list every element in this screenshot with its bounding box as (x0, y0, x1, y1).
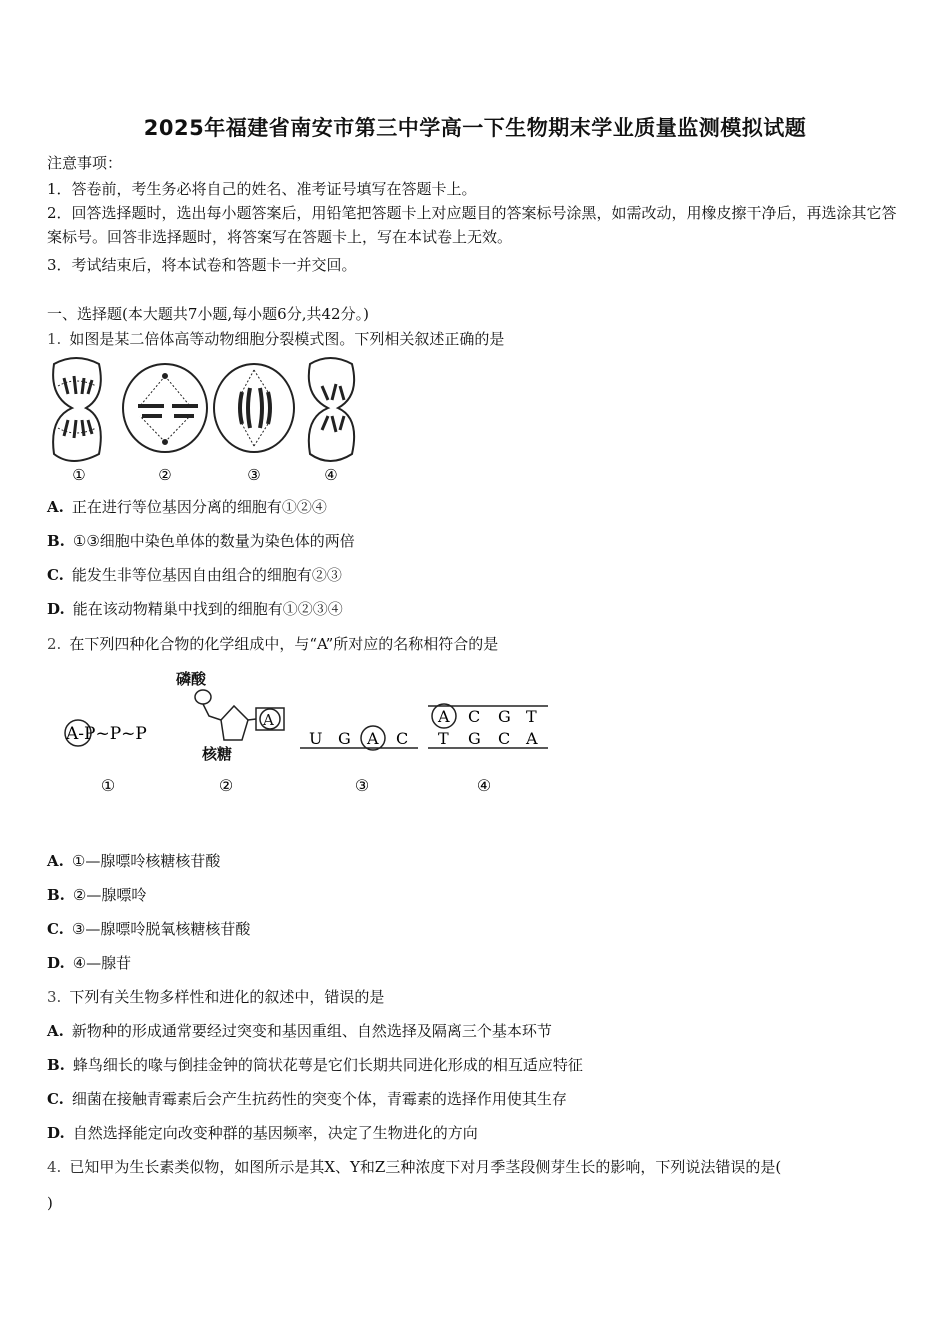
notice-item-2: 2．回答选择题时，选出每小题答案后，用铅笔把答题卡上对应题目的答案标号涂黑，如需改动，用橡皮擦干净后，再选涂其它答案标号。回答非选择题时，将答案写在答题卡上，写在本试卷上无效。 (47, 204, 897, 246)
cell-3-diagram (214, 364, 294, 452)
page-title: 2025年福建省南安市第三中学高一下生物期末学业质量监测模拟试题 (143, 116, 807, 140)
svg-text:G: G (468, 729, 481, 748)
svg-text:G: G (498, 707, 511, 726)
figure-label-3: ③ (354, 776, 370, 795)
notice-heading: 注意事项： (47, 154, 123, 172)
cell-1-diagram (53, 358, 101, 461)
q3-option-d[interactable]: D. 自然选择能定向改变种群的基因频率，决定了生物进化的方向 (47, 1124, 478, 1142)
question-number: 4. (47, 1158, 62, 1176)
figure-label-1: ① (72, 466, 86, 484)
svg-text:C: C (468, 707, 481, 726)
svg-text:T: T (438, 729, 449, 748)
q2-option-a[interactable]: A. ①—腺嘌呤核糖核苷酸 (47, 852, 221, 870)
question-4-stem-tail: ) (47, 1194, 53, 1212)
figure-label-1: ① (100, 776, 116, 795)
rna-diagram (300, 726, 418, 750)
question-3-stem (47, 986, 384, 1007)
svg-text:U: U (309, 729, 323, 748)
dna-diagram (428, 704, 548, 748)
q2-option-c[interactable]: C. ③—腺嘌呤脱氧核糖核苷酸 (47, 920, 251, 938)
figure-label-4: ④ (476, 776, 492, 795)
question-number: 1. (47, 330, 62, 348)
cell-4-diagram (309, 358, 354, 461)
cell-2-diagram (123, 364, 207, 452)
svg-text:C: C (498, 729, 511, 748)
compound-figure (56, 664, 556, 804)
figure-label-2: ② (158, 466, 172, 484)
q1-option-a[interactable]: A. 正在进行等位基因分离的细胞有①②④ (47, 498, 327, 516)
q1-option-c[interactable]: C. 能发生非等位基因自由组合的细胞有②③ (47, 566, 342, 584)
question-number: 3. (47, 988, 62, 1006)
figure-label-3: ③ (247, 466, 261, 484)
atp-diagram (65, 720, 147, 746)
svg-text:A: A (438, 707, 450, 726)
notice-item-3: 3．考试结束后，将本试卷和答题卡一并交回。 (47, 256, 357, 274)
svg-text:T: T (526, 707, 537, 726)
svg-text:A: A (526, 729, 538, 748)
q2-option-b[interactable]: B. ②—腺嘌呤 (47, 886, 147, 904)
cell-division-figure (44, 356, 374, 486)
question-text: 如图是某二倍体高等动物细胞分裂模式图。下列相关叙述正确的是 (69, 330, 505, 348)
nucleotide-diagram (176, 670, 284, 763)
svg-text:A: A (367, 729, 379, 748)
q3-option-b[interactable]: B. 蜂鸟细长的喙与倒挂金钟的筒状花萼是它们长期共同进化形成的相互适应特征 (47, 1056, 583, 1074)
q2-option-d[interactable]: D. ④—腺苷 (47, 954, 132, 972)
notice-item-1: 1．答卷前，考生务必将自己的姓名、准考证号填写在答题卡上。 (47, 180, 477, 198)
figure-label-2: ② (218, 776, 234, 795)
figure-label-4: ④ (324, 466, 338, 484)
question-text: 下列有关生物多样性和进化的叙述中，错误的是 (69, 988, 385, 1006)
atp-formula: A-P~P~P (66, 724, 147, 744)
question-1-stem (47, 328, 504, 349)
question-4-stem (47, 1156, 781, 1177)
q1-option-b[interactable]: B. ①③细胞中染色单体的数量为染色体的两倍 (47, 532, 355, 550)
question-number: 2. (47, 635, 62, 653)
question-text: 在下列四种化合物的化学组成中，与“A”所对应的名称相符合的是 (69, 635, 499, 653)
ribose-label: 核糖 (202, 745, 233, 763)
svg-text:C: C (396, 729, 409, 748)
question-text: 已知甲为生长素类似物，如图所示是其X、Y和Z三种浓度下对月季茎段侧芽生长的影响，下列说法错误的是( (69, 1158, 782, 1176)
base-label: A (263, 711, 274, 729)
q3-option-c[interactable]: C. 细菌在接触青霉素后会产生抗药性的突变个体，青霉素的选择作用使其生存 (47, 1090, 567, 1108)
q3-option-a[interactable]: A. 新物种的形成通常要经过突变和基因重组、自然选择及隔离三个基本环节 (47, 1022, 552, 1040)
question-2-stem (47, 633, 498, 654)
section-heading: 一、选择题(本大题共7小题,每小题6分,共42分。) (47, 305, 369, 323)
phosphate-label: 磷酸 (176, 670, 207, 688)
q1-option-d[interactable]: D. 能在该动物精巢中找到的细胞有①②③④ (47, 600, 343, 618)
svg-text:G: G (338, 729, 351, 748)
